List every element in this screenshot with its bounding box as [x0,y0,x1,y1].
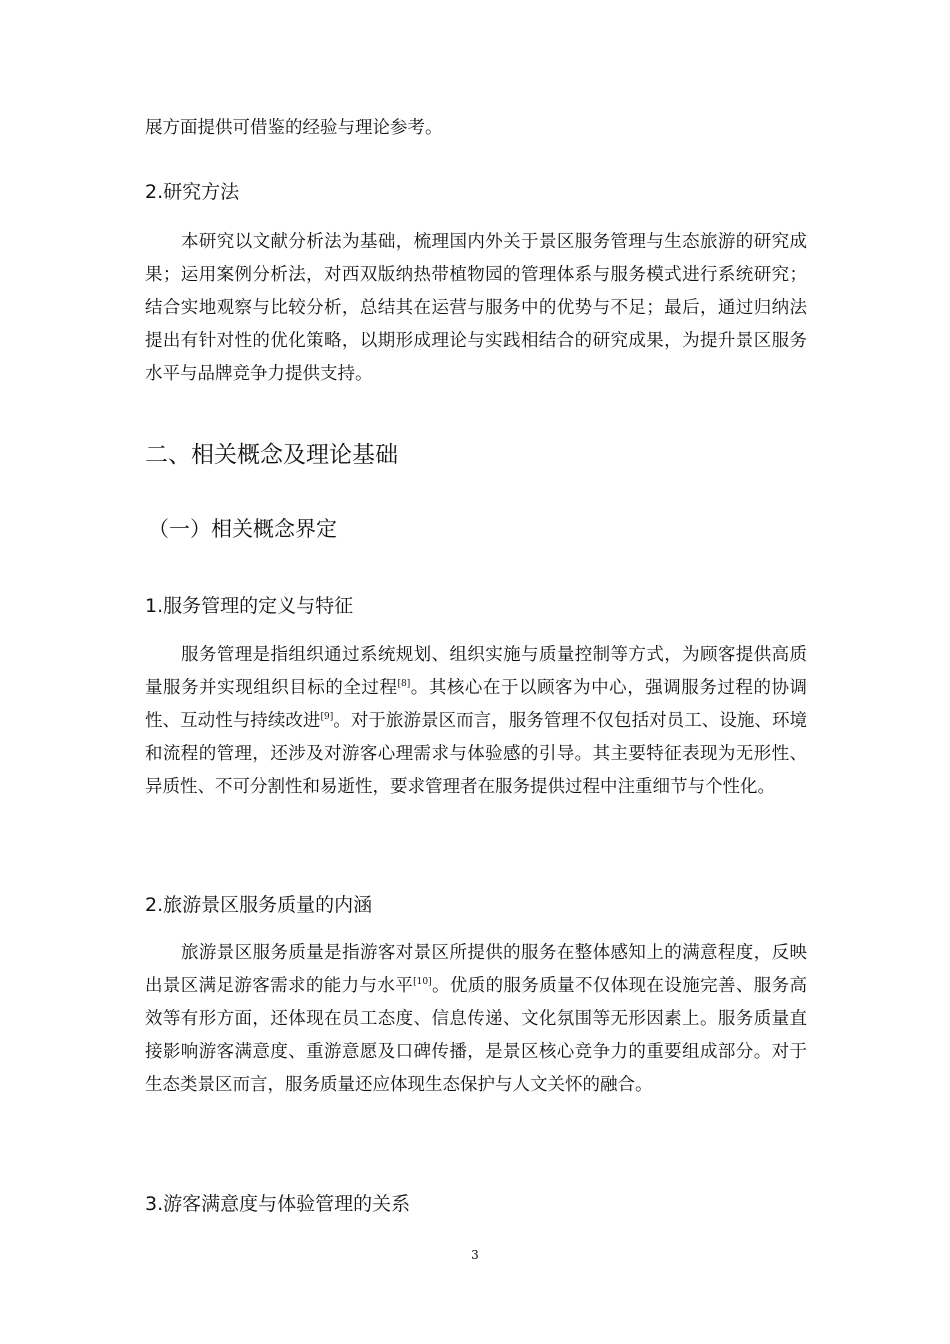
paragraph-service-management [145,639,807,804]
heading-satisfaction-experience: 3.游客满意度与体验管理的关系 [145,1193,411,1215]
service-mgmt-text-2: 。其核心在于以顾客为中心，强调服务过程的协调性、互动性与持续改进 [145,678,808,731]
citation-9: [9] [320,712,334,723]
paragraph-research-methods: 本研究以文献分析法为基础，梳理国内外关于景区服务管理与生态旅游的研究成果；运用案例分析法，对西双版纳热带植物园的管理体系与服务模式进行系统研究；结合实地观察与比较分析，总结其在运营与服务中的优势与不足；最后，通过归纳法提出有针对性的优化策略，以期形成理论与实践相结合的研究成果，为提升景区服务水平与品牌竞争力提供支持。 [145,232,807,384]
section-title: （一）相关概念界定 [148,517,337,541]
heading-service-management: 1.服务管理的定义与特征 [145,595,354,617]
service-mgmt-text-1: 服务管理是指组织通过系统规划、组织实施与质量控制等方式，为顾客提供高质量服务并实现组织目标的全过程 [145,645,807,698]
page-number: 3 [471,1248,479,1262]
heading-research-methods: 2.研究方法 [145,181,240,203]
citation-10: [10] [413,977,432,988]
paragraph-intro-end: 展方面提供可借鉴的经验与理论参考。 [145,118,443,138]
service-quality-text-1: 旅游景区服务质量是指游客对景区所提供的服务在整体感知上的满意程度，反映出景区满足游客需求的能力与水平 [145,943,807,996]
citation-8: [8] [397,679,411,690]
paragraph-service-quality [145,937,807,1102]
service-quality-text-2: 。优质的服务质量不仅体现在设施完善、服务高效等有形方面，还体现在员工态度、信息传递、文化氛围等无形因素上。服务质量直接影响游客满意度、重游意愿及口碑传播，是景区核心竞争力的重要组成部分。对于生态类景区而言，服务质量还应体现生态保护与人文关怀的融合。 [145,976,808,1095]
chapter-title: 二、相关概念及理论基础 [145,442,398,468]
heading-service-quality: 2.旅游景区服务质量的内涵 [145,894,373,916]
service-mgmt-text-3: 。对于旅游景区而言，服务管理不仅包括对员工、设施、环境和流程的管理，还涉及对游客心理需求与体验感的引导。其主要特征表现为无形性、异质性、不可分割性和易逝性，要求管理者在服务提供过程中注重细节与个性化。 [145,711,808,797]
